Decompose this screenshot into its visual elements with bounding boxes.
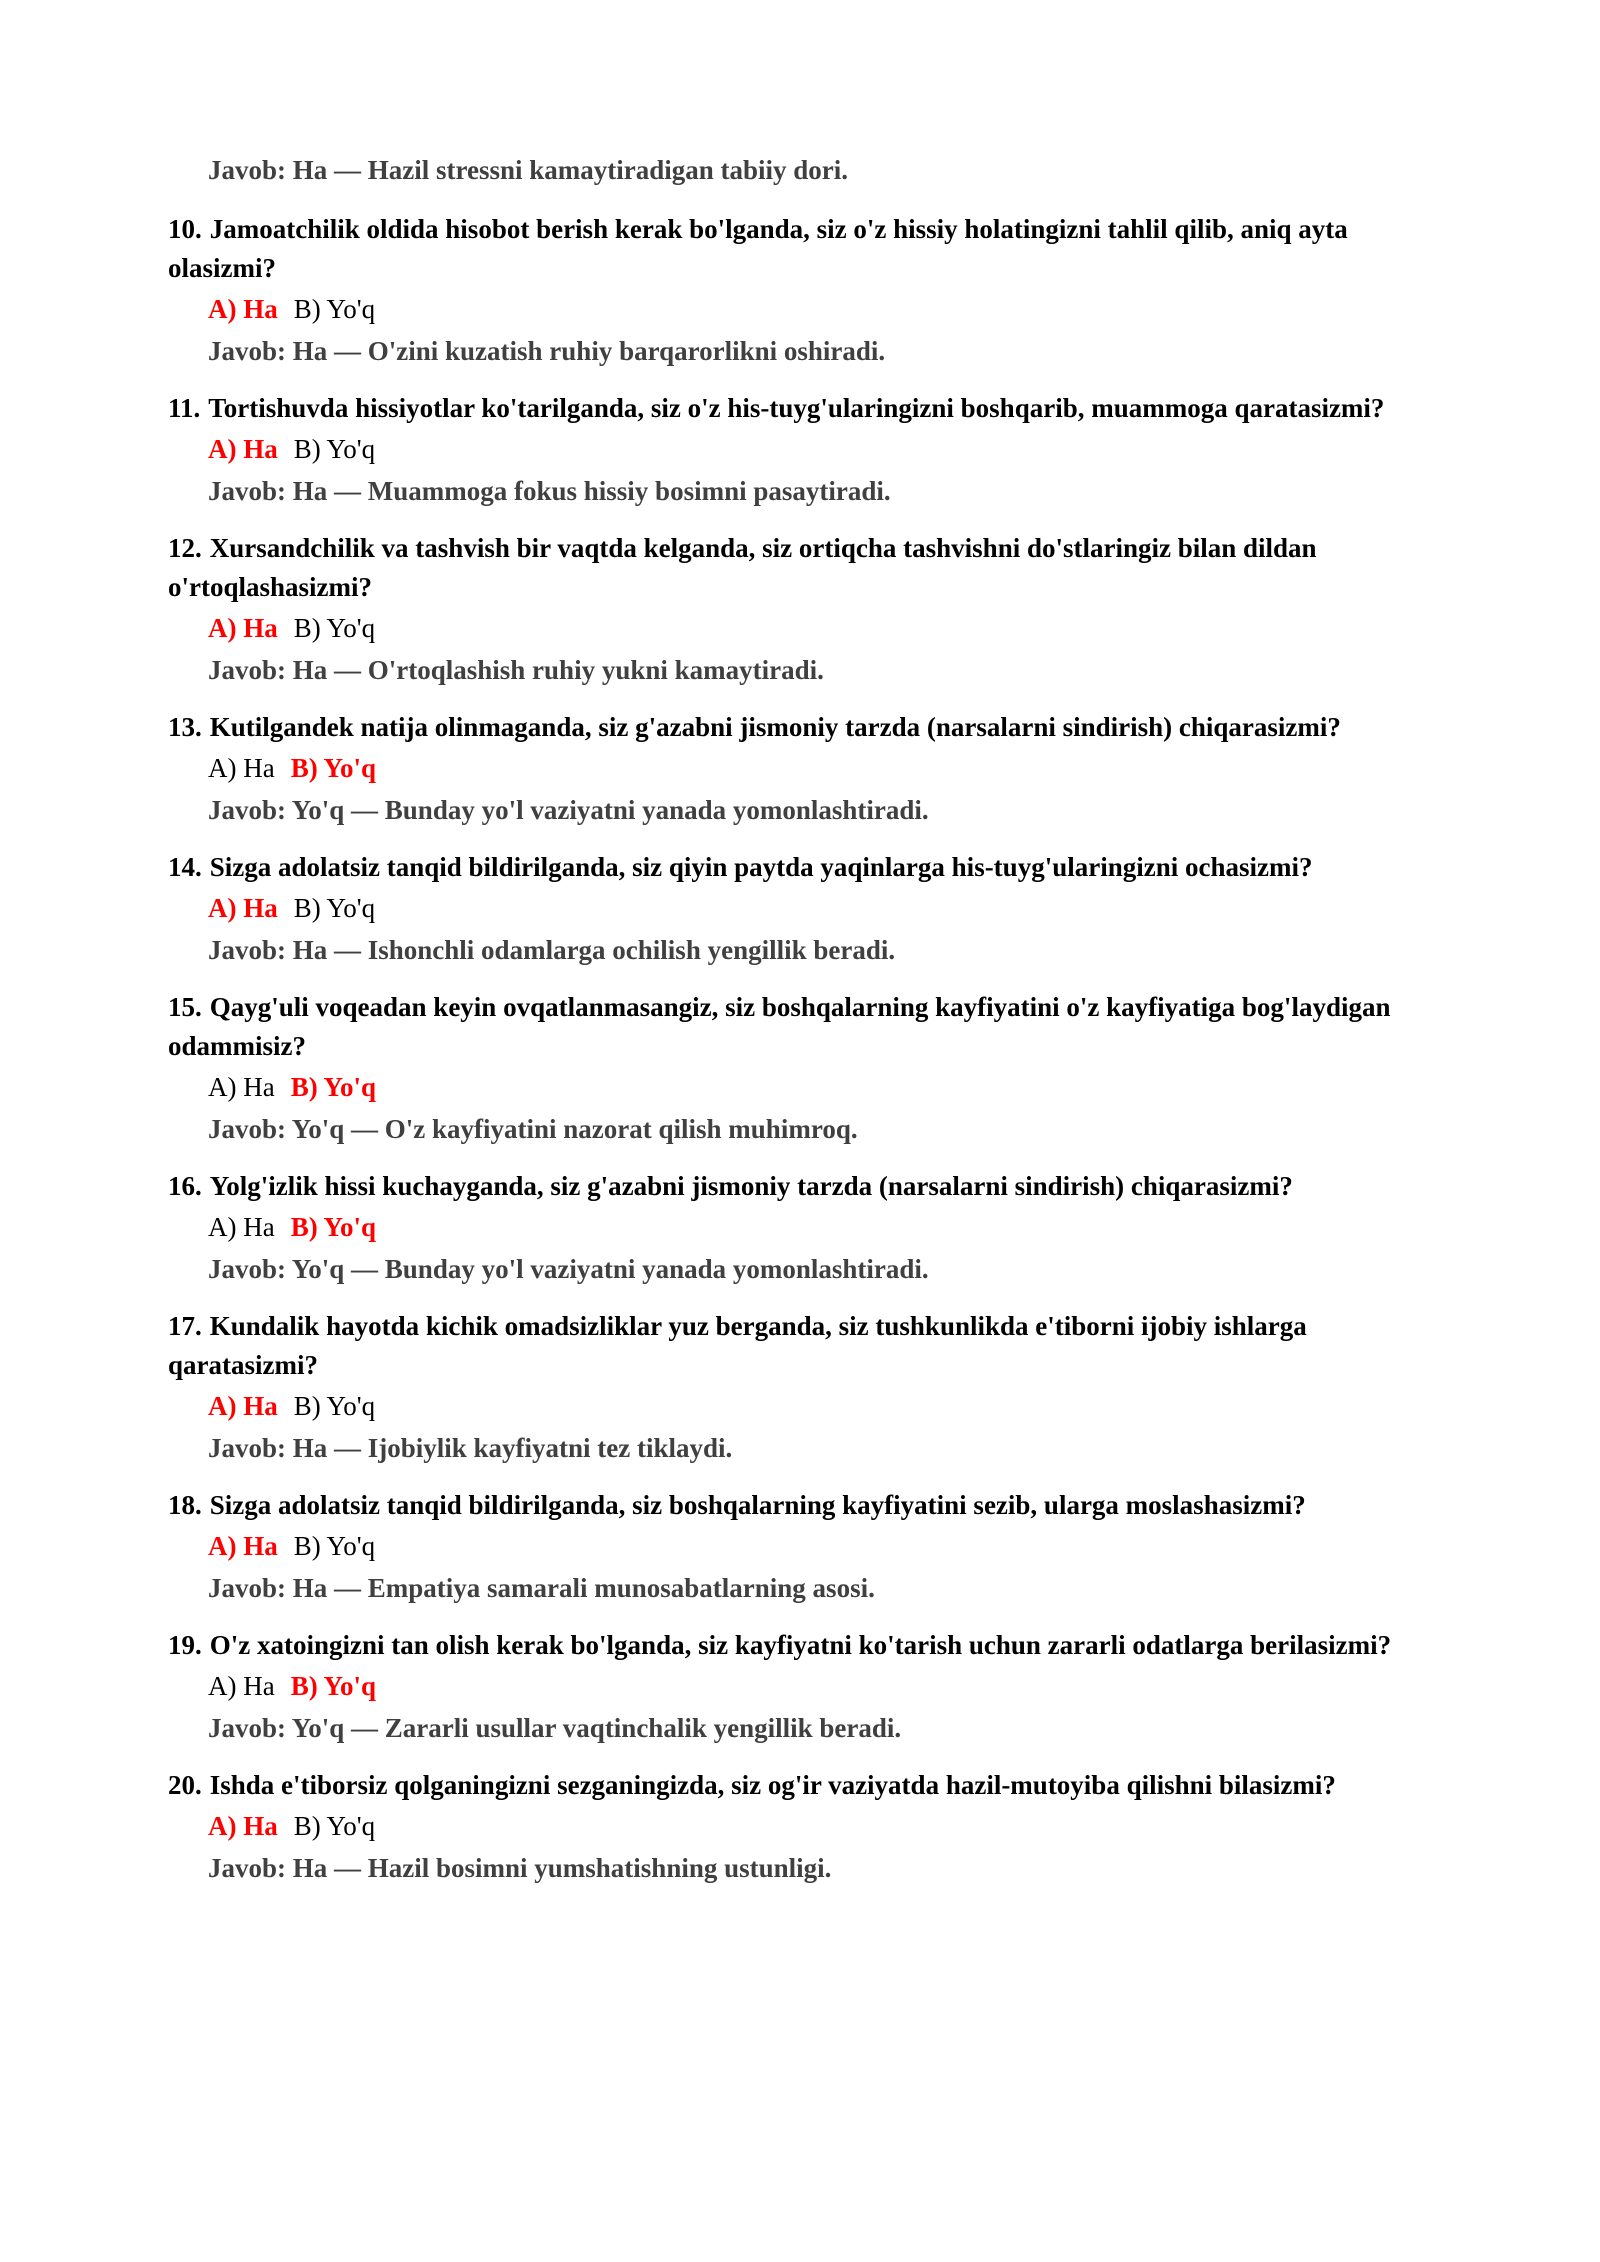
- question-list: [168, 210, 1458, 1906]
- answer-options: [208, 1525, 1458, 1567]
- answer-options: [208, 607, 1458, 649]
- question-number: 11.: [168, 393, 201, 423]
- question-text: [168, 708, 1458, 747]
- answer-explanation: Javob: Ha — Muammoga fokus hissiy bosimni pasaytiradi.: [208, 476, 891, 506]
- answer-options: [208, 1665, 1458, 1707]
- option-b[interactable]: B) Yo'q: [290, 1671, 377, 1701]
- option-b[interactable]: B) Yo'q: [293, 1811, 376, 1841]
- answer-explanation: Javob: Ha — Hazil stressni kamaytiradigan tabiiy dori.: [208, 155, 849, 185]
- answer-options: [208, 1066, 1458, 1108]
- answer-options: [208, 1206, 1458, 1248]
- question-number: 13.: [168, 712, 202, 742]
- question-item: [168, 529, 1458, 691]
- question-item: [168, 1486, 1458, 1609]
- question-body: Jamoatchilik oldida hisobot berish kerak bo'lganda, siz o'z hissiy holatingizni tahlil qilib, aniq ayta olasizmi?: [168, 214, 1348, 283]
- answer-options: [208, 288, 1458, 330]
- question-body: Qayg'uli voqeadan keyin ovqatlanmasangiz, siz boshqalarning kayfiyatini o'z kayfiyatiga bog'laydigan odammisiz?: [168, 992, 1391, 1061]
- answer-explanation: Javob: Yo'q — Bunday yo'l vaziyatni yanada yomonlashtiradi.: [208, 795, 929, 825]
- question-text: [168, 529, 1458, 607]
- question-body: Sizga adolatsiz tanqid bildirilganda, siz qiyin paytda yaqinlarga his-tuyg'ularingizni ochasizmi?: [209, 852, 1313, 882]
- question-number: 12.: [168, 533, 202, 563]
- question-body: Kutilgandek natija olinmaganda, siz g'azabni jismoniy tarzda (narsalarni sindirish) chiqarasizmi?: [209, 712, 1341, 742]
- question-body: Yolg'izlik hissi kuchayganda, siz g'azabni jismoniy tarzda (narsalarni sindirish) chiqarasizmi?: [209, 1171, 1293, 1201]
- answer-explanation: Javob: Yo'q — O'z kayfiyatini nazorat qilish muhimroq.: [208, 1114, 858, 1144]
- question-item: [168, 1626, 1458, 1749]
- option-a[interactable]: A) Ha: [208, 753, 275, 783]
- answer-explanation: Javob: Ha — Hazil bosimni yumshatishning ustunligi.: [208, 1853, 832, 1883]
- option-a[interactable]: A) Ha: [208, 1072, 275, 1102]
- option-b[interactable]: B) Yo'q: [293, 434, 376, 464]
- question-number: 14.: [168, 852, 202, 882]
- option-a[interactable]: A) Ha: [208, 1811, 278, 1841]
- question-item: [168, 1307, 1458, 1469]
- answer-explanation: Javob: Yo'q — Zararli usullar vaqtinchalik yengillik beradi.: [208, 1713, 902, 1743]
- question-item: [168, 1167, 1458, 1290]
- question-body: O'z xatoingizni tan olish kerak bo'lganda, siz kayfiyatni ko'tarish uchun zararli odatlarga berilasizmi?: [209, 1630, 1392, 1660]
- question-text: [168, 848, 1458, 887]
- answer-explanation: Javob: Ha — O'zini kuzatish ruhiy barqarorlikni oshiradi.: [208, 336, 886, 366]
- question-text: [168, 1486, 1458, 1525]
- option-b[interactable]: B) Yo'q: [290, 1212, 377, 1242]
- question-number: 15.: [168, 992, 202, 1022]
- option-a[interactable]: A) Ha: [208, 893, 278, 923]
- answer-options: [208, 1385, 1458, 1427]
- question-text: [168, 1626, 1458, 1665]
- answer-explanation: Javob: Ha — O'rtoqlashish ruhiy yukni kamaytiradi.: [208, 655, 824, 685]
- option-b[interactable]: B) Yo'q: [293, 893, 376, 923]
- question-item: [168, 1766, 1458, 1889]
- option-a[interactable]: A) Ha: [208, 294, 278, 324]
- answer-explanation: Javob: Ha — Ishonchli odamlarga ochilish yengillik beradi.: [208, 935, 896, 965]
- question-item: [168, 848, 1458, 971]
- option-b[interactable]: B) Yo'q: [293, 1391, 376, 1421]
- question-number: 20.: [168, 1770, 202, 1800]
- question-number: 19.: [168, 1630, 202, 1660]
- option-a[interactable]: A) Ha: [208, 1671, 275, 1701]
- question-number: 18.: [168, 1490, 202, 1520]
- question-item: [168, 988, 1458, 1150]
- option-a[interactable]: A) Ha: [208, 434, 278, 464]
- question-item: [168, 210, 1458, 372]
- option-b[interactable]: B) Yo'q: [293, 294, 376, 324]
- option-a[interactable]: A) Ha: [208, 1391, 278, 1421]
- question-text: [168, 1766, 1458, 1805]
- answer-options: [208, 1805, 1458, 1847]
- question-item: [168, 708, 1458, 831]
- question-text: [168, 210, 1458, 288]
- question-body: Ishda e'tiborsiz qolganingizni sezganingizda, siz og'ir vaziyatda hazil-mutoyiba qilishni bilasizmi?: [209, 1770, 1336, 1800]
- answer-options: [208, 747, 1458, 789]
- option-b[interactable]: B) Yo'q: [290, 1072, 377, 1102]
- question-body: Tortishuvda hissiyotlar ko'tarilganda, siz o'z his-tuyg'ularingizni boshqarib, muammoga qaratasizmi?: [208, 393, 1385, 423]
- question-text: [168, 1167, 1458, 1206]
- question-number: 10.: [168, 214, 202, 244]
- question-text: [168, 988, 1458, 1066]
- option-b[interactable]: B) Yo'q: [293, 1531, 376, 1561]
- answer-explanation: Javob: Ha — Empatiya samarali munosabatlarning asosi.: [208, 1573, 875, 1603]
- option-b[interactable]: B) Yo'q: [293, 613, 376, 643]
- option-a[interactable]: A) Ha: [208, 1531, 278, 1561]
- question-body: Kundalik hayotda kichik omadsizliklar yuz berganda, siz tushkunlikda e'tiborni ijobiy ishlarga qaratasizmi?: [168, 1311, 1307, 1380]
- question-number: 17.: [168, 1311, 202, 1341]
- question-body: Sizga adolatsiz tanqid bildirilganda, siz boshqalarning kayfiyatini sezib, ularga moslashasizmi?: [209, 1490, 1306, 1520]
- option-b[interactable]: B) Yo'q: [290, 753, 377, 783]
- answer-explanation: Javob: Yo'q — Bunday yo'l vaziyatni yanada yomonlashtiradi.: [208, 1254, 929, 1284]
- answer-explanation: Javob: Ha — Ijobiylik kayfiyatni tez tiklaydi.: [208, 1433, 733, 1463]
- question-body: Xursandchilik va tashvish bir vaqtda kelganda, siz ortiqcha tashvishni do'stlaringiz bilan dildan o'rtoqlashasizmi?: [168, 533, 1317, 602]
- option-a[interactable]: A) Ha: [208, 1212, 275, 1242]
- question-item: [168, 389, 1458, 512]
- question-number: 16.: [168, 1171, 202, 1201]
- answer-options: [208, 428, 1458, 470]
- question-text: [168, 389, 1458, 428]
- question-text: [168, 1307, 1458, 1385]
- answer-options: [208, 887, 1458, 929]
- option-a[interactable]: A) Ha: [208, 613, 278, 643]
